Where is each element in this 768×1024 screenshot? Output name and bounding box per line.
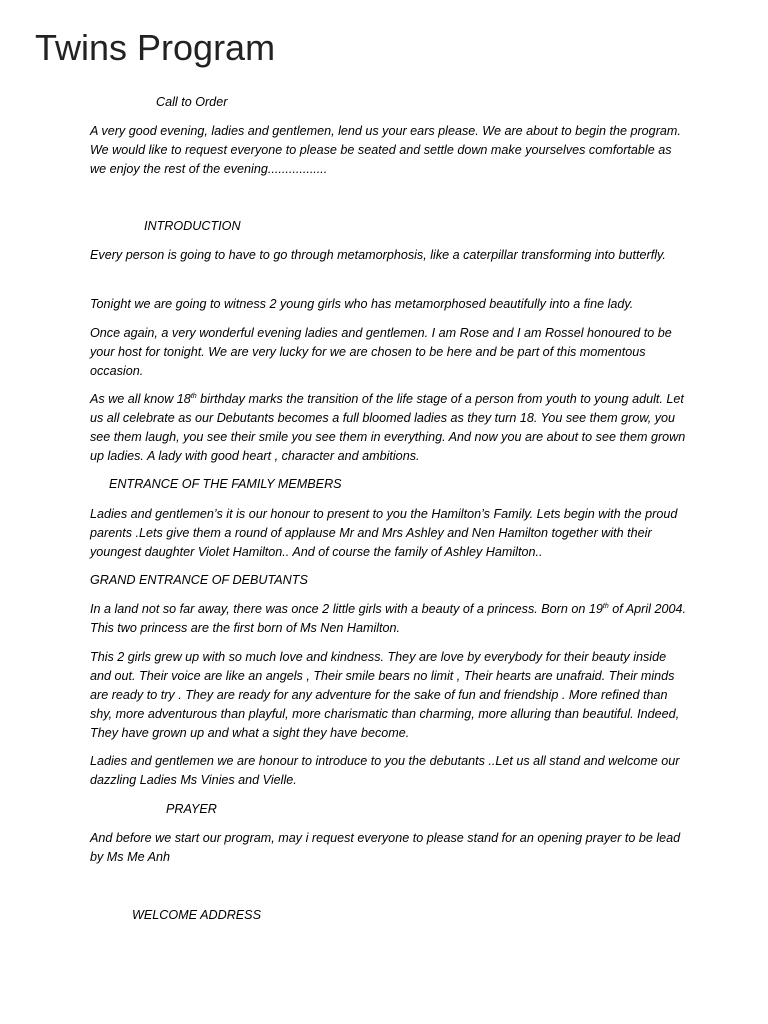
debutants-p1-start: In a land not so far away, there was once 2 little girls with a beauty of a princess. Born on 19: [90, 602, 603, 616]
prayer-text: And before we start our program, may i request everyone to please stand for an opening prayer to be lead by Ms Me Anh: [90, 831, 681, 864]
introduction-p4-start: As we all know 18: [90, 392, 191, 406]
debutants-paragraph-1: [90, 600, 690, 638]
debutants-p1-end: of April 2004. This two princess are the first born of Ms Nen Hamilton.: [90, 602, 686, 635]
introduction-paragraph-1: Every person is going to have to go through metamorphosis, like a caterpillar transforming into butterfly.: [90, 248, 666, 262]
call-to-order-text: A very good evening, ladies and gentlemen, lend us your ears please. We are about to begin the program. We would like to request everyone to please be seated and settle down make yourselves comfortable as we enjoy the rest of the evening.................: [90, 124, 681, 176]
call-to-order-heading: Call to Order: [156, 95, 228, 109]
introduction-paragraph-4: [90, 390, 690, 466]
debutants-entrance-heading: GRAND ENTRANCE OF DEBUTANTS: [90, 573, 308, 587]
family-entrance-heading: ENTRANCE OF THE FAMILY MEMBERS: [109, 477, 342, 491]
introduction-p4-end: birthday marks the transition of the life stage of a person from youth to young adult. Let us all celebrate as our Debutants becomes a full bloomed ladies as they turn 18. You see them grow, you see them laugh, you see their smile you see them in everything. And now you are about to see them grown up ladies. A lady with good heart , character and ambitions.: [90, 392, 686, 463]
prayer-heading: PRAYER: [166, 802, 217, 816]
debutants-paragraph-3: Ladies and gentlemen we are honour to introduce to you the debutants ..Let us all stand and welcome our dazzling Ladies Ms Vinies and Vielle.: [90, 754, 680, 787]
family-entrance-text: Ladies and gentlemen’s it is our honour to present to you the Hamilton’s Family. Lets begin with the proud parents .Lets give them a round of applause Mr and Mrs Ashley and Nen Hamilton together with their youngest daughter Violet Hamilton.. And of course the family of Ashley Hamilton..: [90, 507, 678, 559]
introduction-paragraph-3: Once again, a very wonderful evening ladies and gentlemen. I am Rose and I am Rossel honoured to be your host for tonight. We are very lucky for we are chosen to be here and be part of this momentous occasion.: [90, 326, 672, 378]
page-title: Twins Program: [35, 27, 276, 68]
debutants-paragraph-2: This 2 girls grew up with so much love and kindness. They are love by everybody for their beauty inside and out. Their voice are like an angels , Their smile bears no limit , Their hearts are unafraid. Their minds are ready to try . They are ready for any adventure for the sake of fun and friendship . More refined than shy, more adventurous than playful, more charismatic than charming, more alluring than beautiful. Indeed, They have grown up and what a sight they have become.: [90, 650, 680, 740]
ordinal-suffix: th: [602, 602, 609, 610]
ordinal-suffix: th: [190, 392, 197, 400]
introduction-paragraph-2: Tonight we are going to witness 2 young girls who has metamorphosed beautifully into a fine lady.: [90, 297, 634, 311]
introduction-heading: INTRODUCTION: [144, 219, 241, 233]
welcome-address-heading: WELCOME ADDRESS: [132, 908, 261, 922]
